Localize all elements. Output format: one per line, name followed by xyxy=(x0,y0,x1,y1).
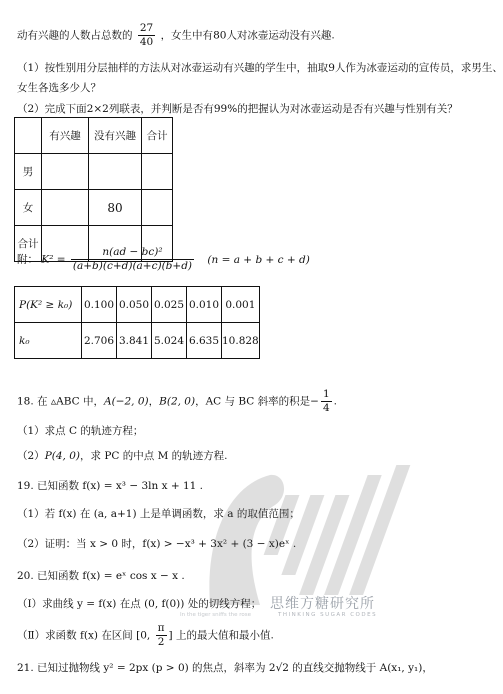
p19-stem xyxy=(17,478,203,493)
q1-text-line2: 女生各选多少人？ xyxy=(17,82,101,94)
table-row xyxy=(15,190,173,226)
q1-line2 xyxy=(17,80,101,95)
table-cell: 80 xyxy=(89,190,142,226)
formula-lead: 附： xyxy=(17,253,38,266)
p20-fraction xyxy=(156,622,167,649)
table-header-cell: 没有兴趣 xyxy=(89,118,142,154)
row-label: k₀ xyxy=(15,323,82,359)
table-cell: 0.100 xyxy=(82,287,117,323)
fraction-numerator: π xyxy=(157,622,165,634)
formula-condition: (n = a + b + c + d) xyxy=(207,253,310,266)
intro-text-1: 动有兴趣的人数占总数的 xyxy=(17,29,133,42)
q2-dims: 2×2 xyxy=(86,103,109,115)
p18-end: . xyxy=(333,395,338,408)
p18-point-a: A(−2, 0) xyxy=(104,395,149,408)
row-label: 合计 xyxy=(15,226,42,262)
p19-sub1-text: （1）若 f(x) 在 (a, a+1) 上是单调函数，求 a 的取值范围； xyxy=(17,508,300,520)
table-header-row xyxy=(15,118,173,154)
intro-fraction xyxy=(138,22,155,49)
watermark-slogan: In the tiger sniffs the rose xyxy=(180,612,252,618)
table-cell: 0.001 xyxy=(222,287,260,323)
table-cell: 0.010 xyxy=(187,287,222,323)
p18-sub2-label: （2） xyxy=(17,450,45,462)
table-cell: 2.706 xyxy=(82,323,117,359)
formula-denominator: (a+b)(c+d)(a+c)(b+d) xyxy=(72,260,193,272)
table-cell xyxy=(15,118,42,154)
p18-text-b: ，AC 与 BC 斜率的积是 xyxy=(195,395,311,408)
p18-sub1 xyxy=(17,423,143,438)
p18-point-b: B(2, 0) xyxy=(159,395,196,408)
table-cell: 3.841 xyxy=(117,323,152,359)
q1-text-b: 人作为冰壶运动的宣传员，求男生、 xyxy=(334,62,503,74)
table-cell xyxy=(142,154,173,190)
q2-line xyxy=(17,101,458,116)
q2-text-b: 列联表，并判断是否有 xyxy=(108,103,214,115)
p18-sub2-text: ，求 PC 的中点 M 的轨迹方程. xyxy=(79,450,228,462)
formula-fraction xyxy=(71,246,194,273)
table-cell: 10.828 xyxy=(222,323,260,359)
table-row xyxy=(15,323,260,359)
p20-sub2-text: （Ⅱ）求函数 f(x) 在区间 [0, xyxy=(17,629,151,642)
critical-value-table xyxy=(14,286,260,359)
row-label: 女 xyxy=(15,190,42,226)
row-label: 男 xyxy=(15,154,42,190)
p18-sign: − xyxy=(310,395,319,408)
p20-sub1-text: （Ⅰ）求曲线 y = f(x) 在点 (0, f(0)) 处的切线方程； xyxy=(17,598,262,610)
intro-text-3: 人对冰壶运动没有兴趣. xyxy=(226,29,335,42)
formula-line xyxy=(17,246,310,273)
p19-stem-text: 19. 已知函数 f(x) = x³ − 3ln x + 11 . xyxy=(17,480,204,492)
table-cell: 6.635 xyxy=(187,323,222,359)
formula-k2: K² = xyxy=(41,253,66,266)
p18-point-p: P(4, 0) xyxy=(44,450,80,462)
table-cell xyxy=(89,154,142,190)
p19-sub2-text: （2）证明：当 x > 0 时，f(x) > −x³ + 3x² + (3 − x)eˣ . xyxy=(17,538,297,550)
q1-number: 9 xyxy=(328,62,335,74)
q2-text: （2）完成下面 xyxy=(17,103,87,115)
p18-text: 18. 在 ▵ABC 中， xyxy=(17,395,105,408)
contingency-table xyxy=(14,117,173,262)
table-cell: 0.050 xyxy=(117,287,152,323)
fraction-numerator: 27 xyxy=(139,22,154,34)
watermark-sub: THINKING SUGAR CODES xyxy=(278,612,378,618)
table-cell xyxy=(42,190,89,226)
table-header-cell: 合计 xyxy=(142,118,173,154)
table-row xyxy=(15,287,260,323)
formula-numerator: n(ad − bc)² xyxy=(71,246,194,260)
table-cell xyxy=(142,190,173,226)
p21-stem-text: 21. 已知过抛物线 y² = 2px (p > 0) 的焦点，斜率为 2√2 的直线交抛物线于 A(x₁, y₁)， xyxy=(17,662,433,674)
q2-percent: 99% xyxy=(213,103,238,115)
table-cell: 0.025 xyxy=(152,287,187,323)
watermark-brand: 思维方糖研究所 xyxy=(270,596,375,612)
p18-stem: 18. 在 ▵ABC 中，A(−2, 0)，B(2, 0)，AC 与 BC 斜率的积是− $\frac{1}{4}$ . xyxy=(17,388,338,414)
p18-fraction xyxy=(321,388,332,415)
table-cell: 5.024 xyxy=(152,323,187,359)
q1-line1 xyxy=(17,60,503,75)
p20-sub2 xyxy=(17,622,274,649)
p18-sub1-text: （1）求点 C 的轨迹方程； xyxy=(17,425,144,437)
fraction-denominator: 4 xyxy=(322,402,330,414)
intro-text-2: ，女生中有 xyxy=(160,29,214,42)
fraction-denominator: 2 xyxy=(157,636,165,648)
table-row xyxy=(15,154,173,190)
p20-sub2-text-b: ] 上的最大值和最小值. xyxy=(168,629,274,642)
row-label: P(K² ≥ k₀) xyxy=(15,287,82,323)
p21-stem xyxy=(17,660,433,675)
table-header-cell: 有兴趣 xyxy=(42,118,89,154)
intro-number: 80 xyxy=(213,29,227,42)
intro-line xyxy=(17,22,335,49)
p20-stem xyxy=(17,568,185,583)
table-cell xyxy=(42,154,89,190)
fraction-numerator: 1 xyxy=(322,388,330,400)
q2-text-c: 的把握认为对冰壶运动是否有兴趣与性别有关？ xyxy=(237,103,458,115)
fraction-denominator: 40 xyxy=(139,36,154,48)
p20-stem-text: 20. 已知函数 f(x) = eˣ cos x − x . xyxy=(17,570,185,582)
q1-text: （1）按性别用分层抽样的方法从对冰壶运动有兴趣的学生中，抽取 xyxy=(17,62,329,74)
